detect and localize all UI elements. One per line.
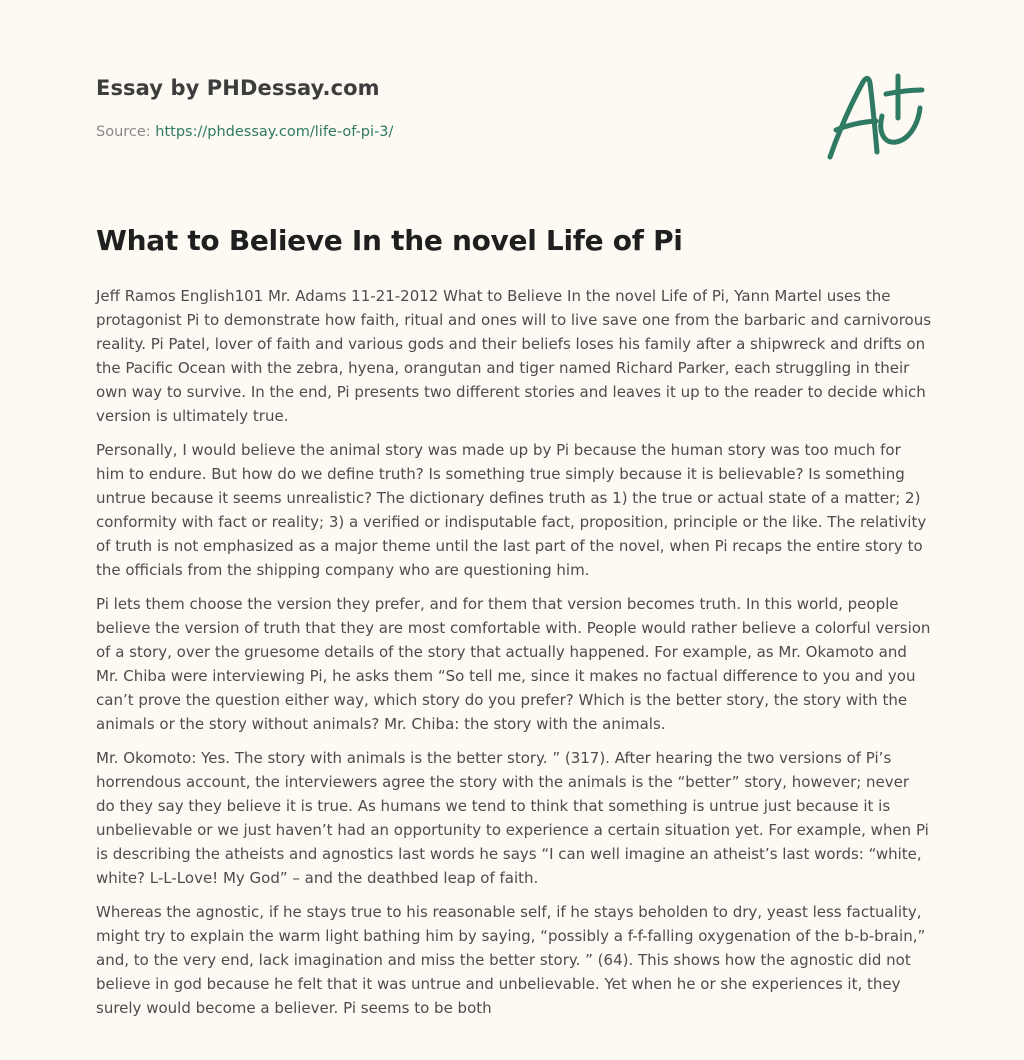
- essay-paragraph: Jeff Ramos English101 Mr. Adams 11-21-2012 What to Believe In the novel Life of Pi, Yann Martel uses the protagonist Pi to demonstrate how faith, ritual and ones will to live save one from the barbaric and carnivorous reality. Pi Patel, lover of faith and various gods and their beliefs loses his family after a shipwreck and drifts on the Pacific Ocean with the zebra, hyena, orangutan and tiger named Richard Parker, each struggling in their own way to survive. In the end, Pi presents two different stories and leaves it up to the reader to decide which version is ultimately true.: [96, 287, 932, 425]
- essay-paragraph: Pi lets them choose the version they prefer, and for them that version becomes truth. In this world, people believe the version of truth that they are most comfortable with. People would rather believe a colorful version of a story, over the gruesome details of the story that actually happened. For example, as Mr. Okamoto and Mr. Chiba were interviewing Pi, he asks them “So tell me, since it makes no factual difference to you and you can’t prove the question either way, which story do you prefer? Which is the better story, the story with the animals or the story without animals? Mr. Chiba: the story with the animals.: [96, 595, 931, 733]
- site-header: [96, 76, 928, 140]
- essay-title: What to Believe In the novel Life of Pi: [96, 224, 683, 257]
- source-link[interactable]: https://phdessay.com/life-of-pi-3/: [155, 124, 394, 140]
- essay-paragraph: Mr. Okomoto: Yes. The story with animals is the better story. ” (317). After hearing the two versions of Pi’s horrendous account, the interviewers agree the story with the animals is the “better” story, however; never do they say they believe it is true. As humans we tend to think that something is untrue just because it is unbelievable or we just haven’t had an opportunity to experience a certain situation yet. For example, when Pi is describing the atheists and agnostics last words he says “I can well imagine an atheist’s last words: “white, white? L-L-Love! My God” – and the deathbed leap of faith.: [96, 749, 929, 887]
- source-line: [96, 124, 928, 140]
- essay-paragraph: Whereas the agnostic, if he stays true to his reasonable self, if he stays beholden to dry, yeast less factuality, might try to explain the warm light bathing him by saying, “possibly a f-f-falling oxygenation of the b-b-brain,” and, to the very end, lack imagination and miss the better story. ” (64). This shows how the agnostic did not believe in god because he felt that it was untrue and unbelievable. Yet when he or she experiences it, they surely would become a believer. Pi seems to be both: [96, 903, 926, 1017]
- essay-body: [96, 284, 932, 1030]
- essay-paragraph: Personally, I would believe the animal story was made up by Pi because the human story was too much for him to endure. But how do we define truth? Is something true simply because it is believable? Is something untrue because it seems unrealistic? The dictionary defines truth as 1) the true or actual state of a matter; 2) conformity with fact or reality; 3) a verified or indisputable fact, proposition, principle or the like. The relativity of truth is not emphasized as a major theme until the last part of the novel, when Pi recaps the entire story to the officials from the shipping company who are questioning him.: [96, 441, 927, 579]
- source-label: Source:: [96, 124, 156, 140]
- brand-title: Essay by PHDessay.com: [96, 76, 380, 100]
- a-plus-logo-icon: [824, 68, 928, 164]
